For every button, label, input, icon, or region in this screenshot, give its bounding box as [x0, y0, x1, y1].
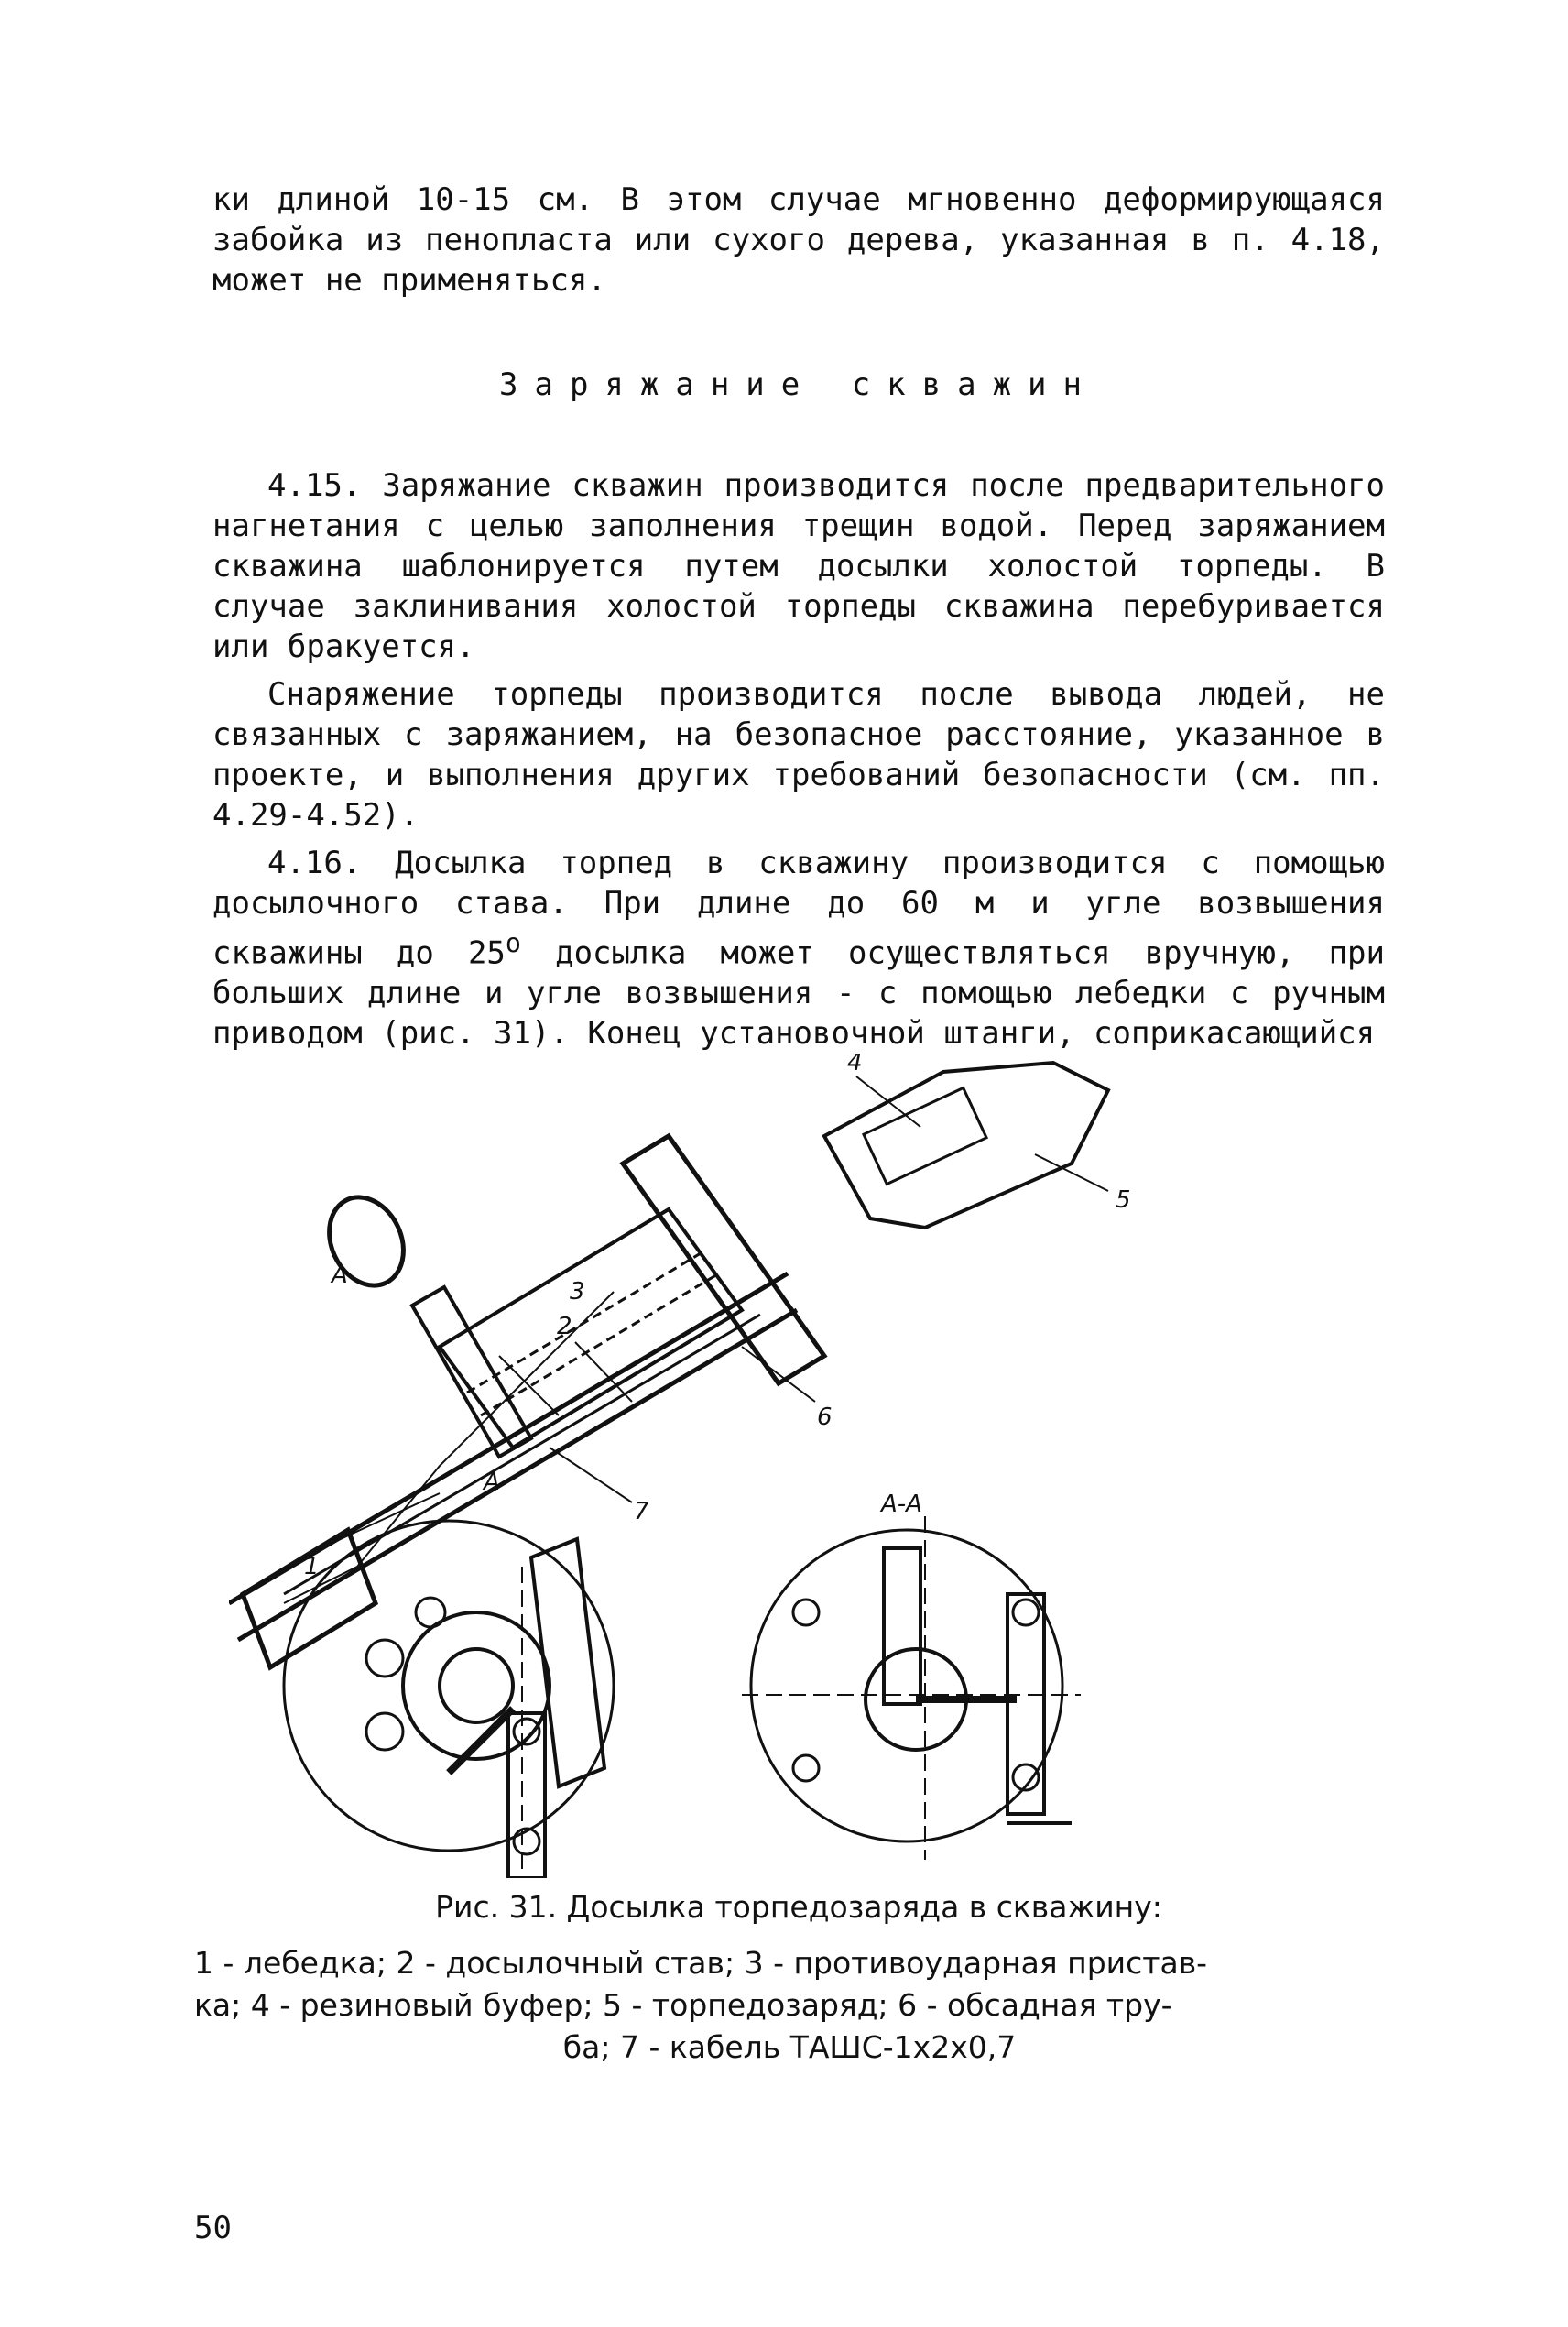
page-number: 50: [194, 2210, 232, 2246]
torpedo-loading-diagram: [229, 1054, 1291, 1878]
section-mark-top: А: [332, 1262, 348, 1289]
figure-legend-line-3: ба; 7 - кабель ТАШС-1х2х0,7: [562, 2029, 1017, 2065]
degree-superscript: о: [505, 928, 521, 958]
paragraph-equipment: Снаряжение торпеды производится после вывода людей, не связанных с заряжанием, на безопасное расстояние, указанное в проекте, и выполнения других требований безопасности (см. пп. 4.29-4.52).: [212, 676, 1385, 834]
section-heading: Заряжание скважин: [499, 366, 1098, 403]
drawing-lines: [229, 1063, 1108, 1878]
label-3: 3: [570, 1278, 585, 1306]
label-2: 2: [557, 1313, 572, 1340]
label-1: 1: [304, 1553, 320, 1580]
section-view-title: А-А: [881, 1491, 922, 1518]
figure-legend-line-1: 1 - лебедка; 2 - досылочный став; 3 - противоударная пристав-: [194, 1945, 1208, 1981]
top-paragraph-block: [212, 180, 1385, 300]
top-paragraph: ки длиной 10-15 см. В этом случае мгновенно деформирующаяся забойка из пенопласта или сухого дерева, указанная в п. 4.18, может не применяться.: [212, 181, 1385, 299]
paragraph-4-16-part-b: досылка может осуществляться вручную, при больших длине и угле возвышения - с помощью лебедки с ручным приводом (рис. 31). Конец установочной штанги, соприкасающийся: [212, 934, 1386, 1053]
paragraph-4-16: [212, 843, 1385, 1054]
section-mark-bottom: А: [484, 1469, 500, 1496]
figure-caption-title: Рис. 31. Досылка торпедозаряда в скважину:: [435, 1889, 1162, 1925]
figure-31-drawing: [229, 1054, 1291, 1878]
label-4: 4: [847, 1054, 863, 1076]
label-7: 7: [634, 1498, 649, 1525]
figure-legend-line-2: ка; 4 - резиновый буфер; 5 - торпедозаряд; 6 - обсадная тру-: [194, 1987, 1172, 2023]
paragraph-4-15: 4.15. Заряжание скважин производится после предварительного нагнетания с целью заполнения трещин водой. Перед заряжанием скважина шаблонируется путем досылки холостой торпеды. В случае заклинивания холостой торпеды скважина перебуривается или бракуется.: [212, 467, 1385, 665]
label-6: 6: [817, 1404, 833, 1431]
paragraph-4-16-part-a: 4.16. Досылка торпед в скважину производится с помощью досылочного става. При длине до 60 м и угле возвышения скважины до 25: [212, 845, 1385, 972]
body-text-block: [212, 465, 1385, 1054]
label-5: 5: [1116, 1186, 1131, 1214]
